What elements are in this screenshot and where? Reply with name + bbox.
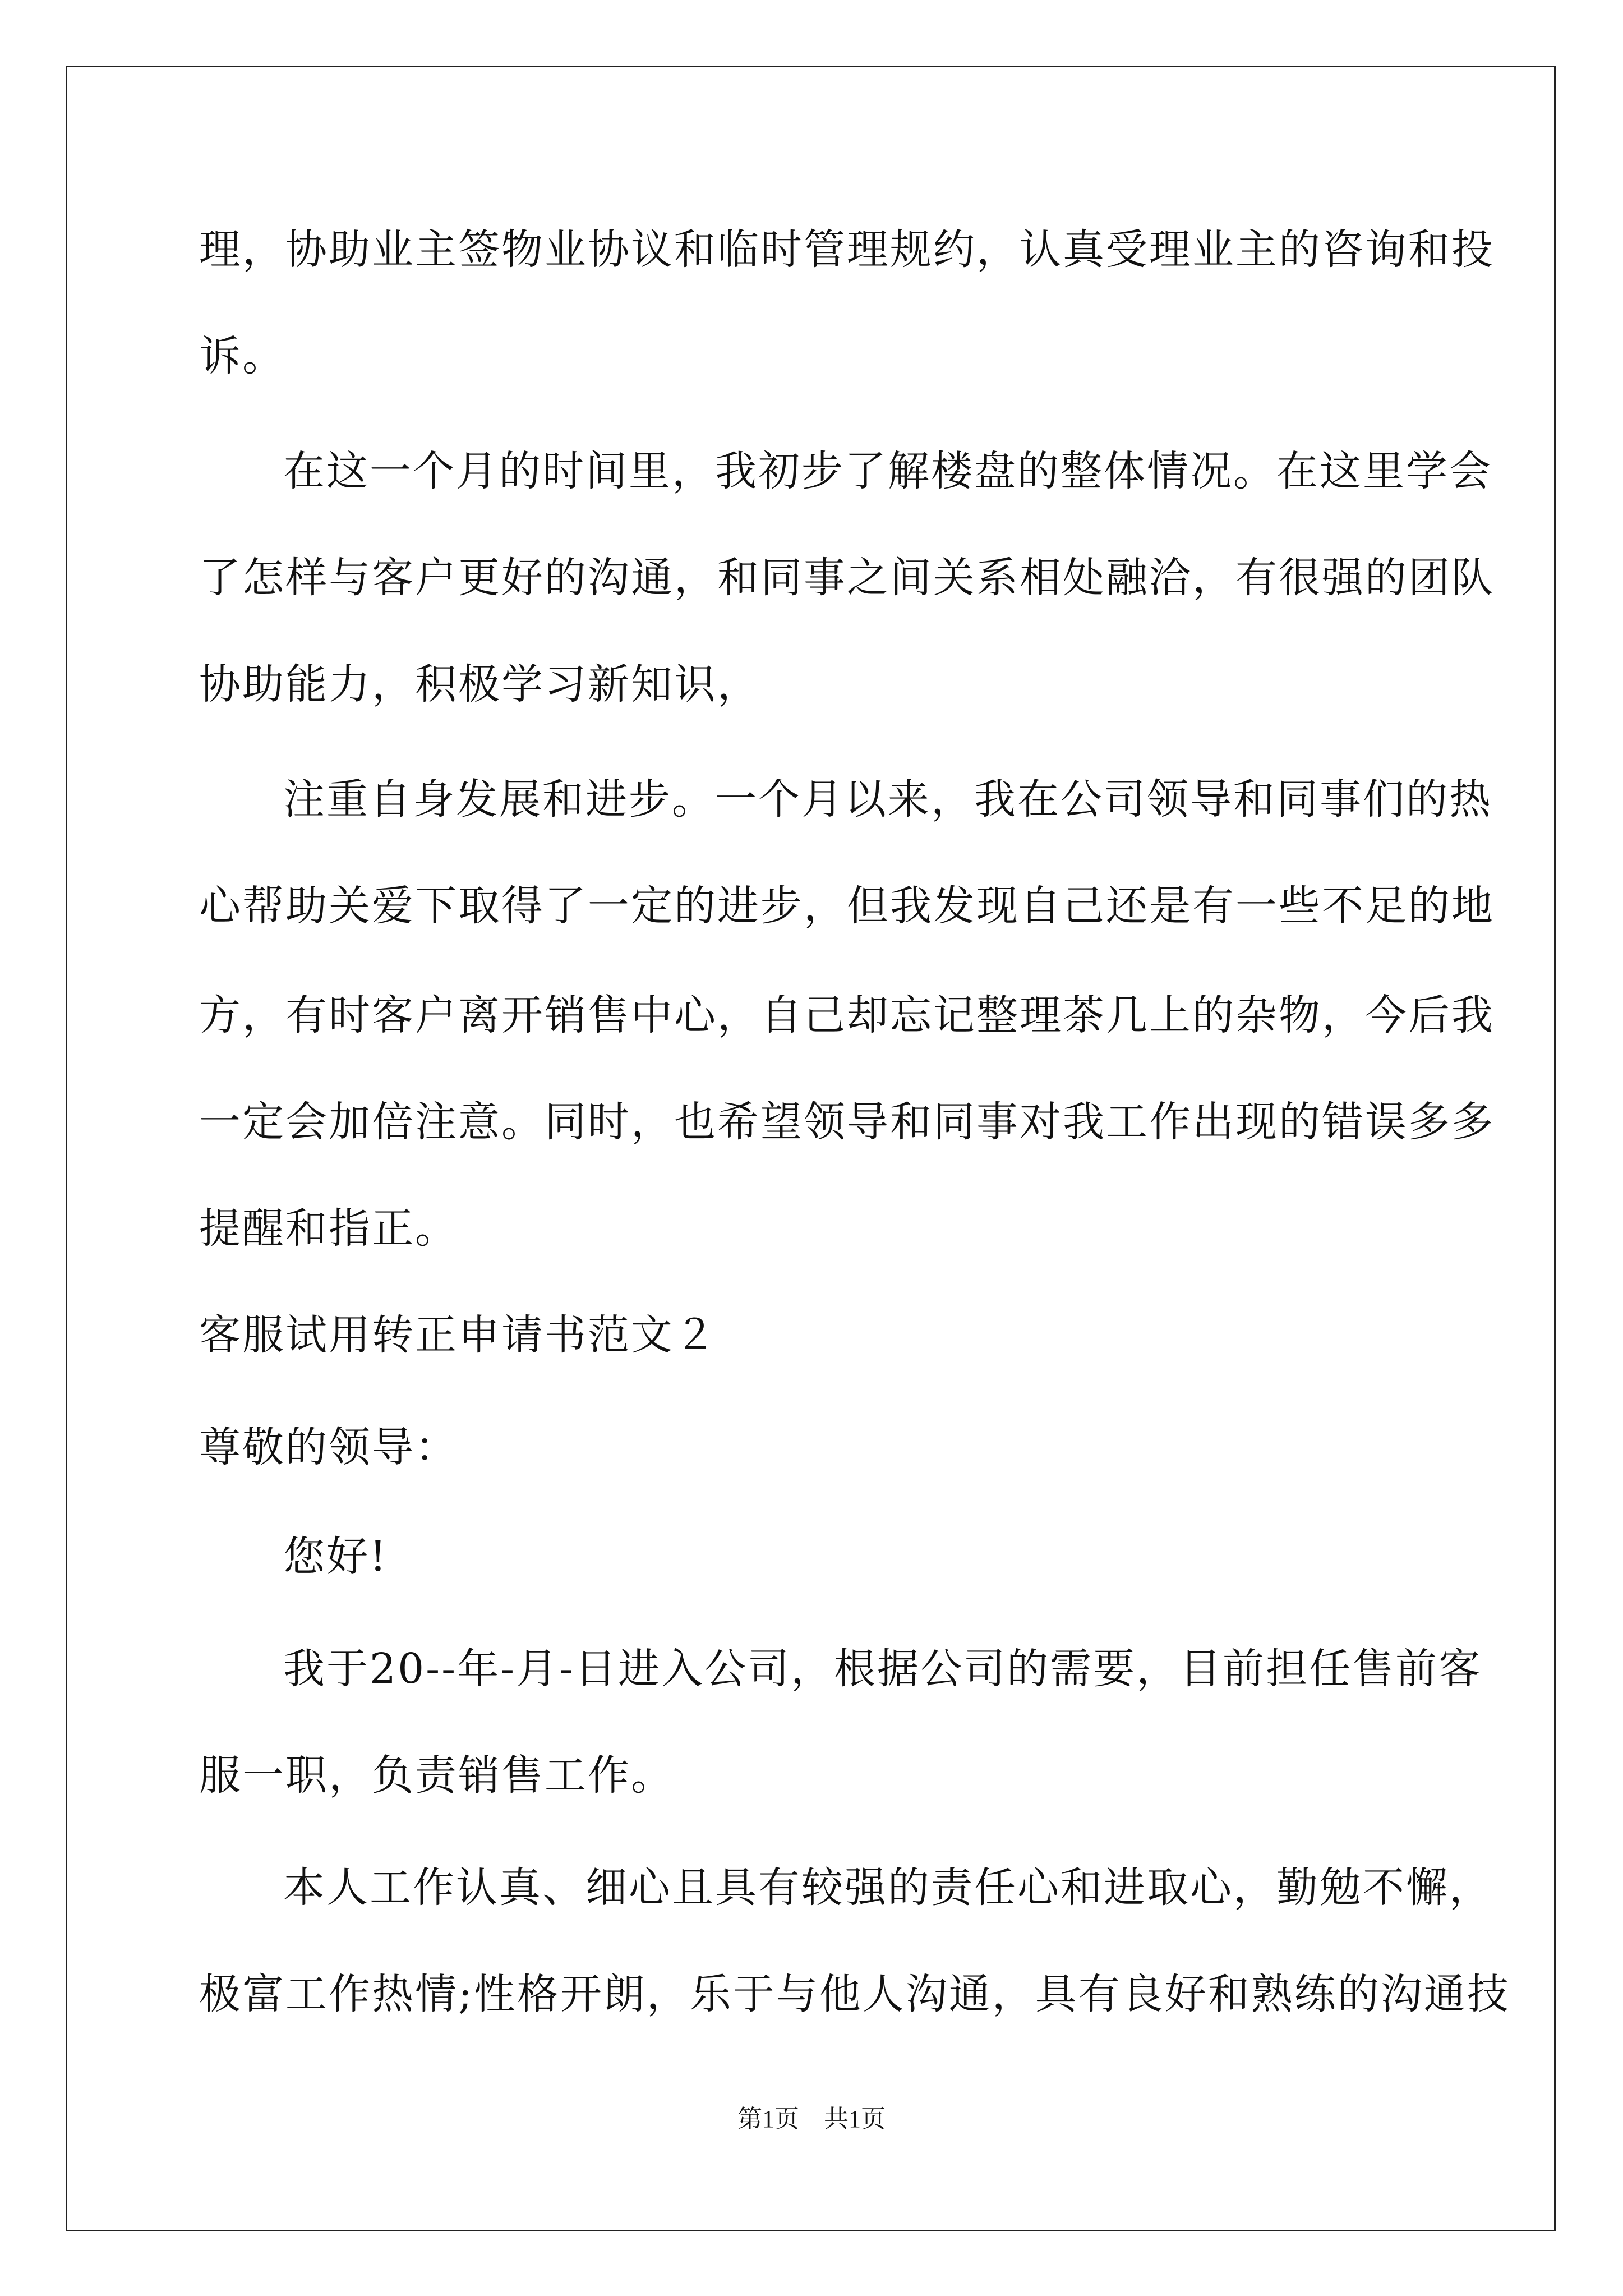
text-line: 方，有时客户离开销售中心，自己却忘记整理茶几上的杂物，今后我 [199, 991, 1495, 1039]
text-line: 极富工作热情;性格开朗，乐于与他人沟通，具有良好和熟练的沟通技 [199, 1970, 1510, 2018]
page-footer: 第1页 共1页 [737, 2105, 886, 2133]
text-line: 本人工作认真、细心且具有较强的责任心和进取心，勤勉不懈， [283, 1864, 1492, 1912]
text-line: 服一职，负责销售工作。 [199, 1751, 674, 1800]
salutation: 尊敬的领导： [199, 1423, 458, 1471]
text-line: 提醒和指正。 [199, 1204, 458, 1253]
text-line: 理，协助业主签物业协议和临时管理规约，认真受理业主的咨询和投 [199, 226, 1495, 274]
text-line: 一定会加倍注意。同时，也希望领导和同事对我工作出现的错误多多 [199, 1098, 1495, 1146]
text-line: 我于20--年-月-日进入公司，根据公司的需要，目前担任售前客 [283, 1645, 1482, 1693]
text-line: 心帮助关爱下取得了一定的进步，但我发现自己还是有一些不足的地 [199, 882, 1495, 930]
text-line: 注重自身发展和进步。一个月以来，我在公司领导和同事们的热 [283, 775, 1492, 823]
text-line: 诉。 [199, 332, 285, 380]
text-line: 在这一个月的时间里，我初步了解楼盘的整体情况。在这里学会 [283, 447, 1492, 495]
section-heading: 客服试用转正申请书范文２ [199, 1311, 717, 1359]
text-line: 协助能力，积极学习新知识， [199, 660, 760, 708]
greeting: 您好! [283, 1533, 388, 1581]
text-line: 了怎样与客户更好的沟通，和同事之间关系相处融洽，有很强的团队 [199, 554, 1495, 602]
